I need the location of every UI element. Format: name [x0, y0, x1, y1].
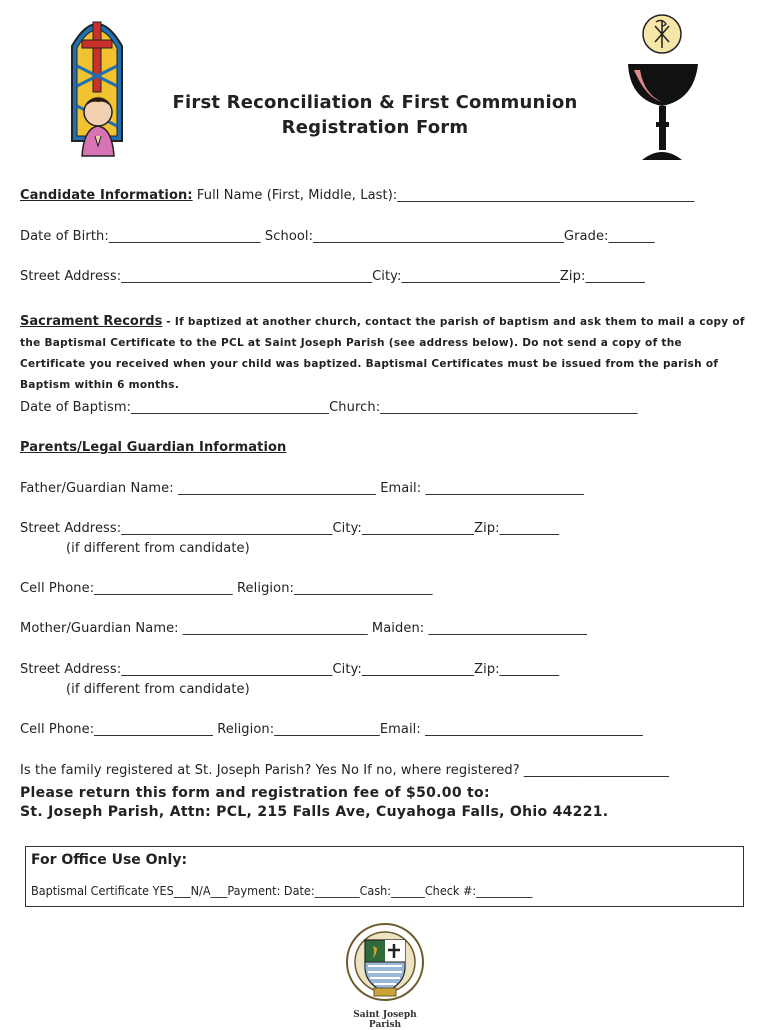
parish-registration-question[interactable]: Is the family registered at St. Joseph Parish? Yes No If no, where registered? ______________________ — [20, 763, 670, 778]
full-name-field[interactable]: Full Name (First, Middle, Last):_____________________________________________ — [192, 188, 695, 203]
father-cell-religion-field[interactable]: Cell Phone:_____________________ Religion:_____________________ — [20, 581, 433, 596]
title-line-2: Registration Form — [281, 117, 469, 138]
parents-heading: Parents/Legal Guardian Information — [20, 440, 287, 455]
parish-logo-caption: Saint Joseph Parish — [353, 1010, 417, 1030]
sacrament-records-heading: Sacrament Records — [20, 314, 163, 329]
title-line-1: First Reconciliation & First Communion — [172, 92, 578, 113]
mother-address-field[interactable]: Street Address:________________________________City:_________________Zip:_________ — [20, 662, 560, 677]
return-instructions: Please return this form and registration fee of $50.00 to: — [20, 785, 490, 801]
sacrament-records-note — [20, 310, 748, 394]
parish-crest-logo — [340, 922, 430, 1030]
stained-glass-child-image — [62, 6, 132, 162]
office-use-title: For Office Use Only: — [31, 852, 188, 868]
mother-name-maiden-field[interactable]: Mother/Guardian Name: ____________________________ Maiden: ________________________ — [20, 621, 587, 636]
form-title — [150, 90, 600, 140]
mother-address-note: (if different from candidate) — [66, 682, 250, 697]
candidate-info-heading: Candidate Information: — [20, 188, 193, 203]
office-use-box — [25, 846, 744, 907]
father-address-note: (if different from candidate) — [66, 541, 250, 556]
father-address-field[interactable]: Street Address:________________________________City:_________________Zip:_________ — [20, 521, 560, 536]
father-name-email-field[interactable]: Father/Guardian Name: ______________________________ Email: ________________________ — [20, 481, 584, 496]
mother-cell-religion-email-field[interactable]: Cell Phone:__________________ Religion:________________Email: _________________________________ — [20, 722, 643, 737]
office-use-fields[interactable]: Baptismal Certificate YES___N/A___Payment: Date:________Cash:______Check #:__________ — [31, 883, 533, 898]
candidate-address-field[interactable]: Street Address:______________________________________City:________________________Zip:_________ — [20, 269, 645, 284]
return-address: St. Joseph Parish, Attn: PCL, 215 Falls Ave, Cuyahoga Falls, Ohio 44221. — [20, 804, 609, 820]
baptism-date-church-field[interactable]: Date of Baptism:______________________________Church:_______________________________________ — [20, 400, 638, 415]
candidate-name-row — [20, 188, 694, 204]
dob-school-grade-field[interactable]: Date of Birth:_______________________ School:______________________________________Grade:_______ — [20, 229, 655, 244]
chalice-image — [622, 10, 704, 162]
sacrament-instructions: - If baptized at another church, contact the parish of baptism and ask them to mail a copy of the Baptismal Certificate to the PCL at Saint Joseph Parish (see address below). Do not send a copy of the Certificate you received when your child was baptized. Baptismal Certificates must be issued from the parish of Baptism within 6 months. — [20, 316, 745, 391]
